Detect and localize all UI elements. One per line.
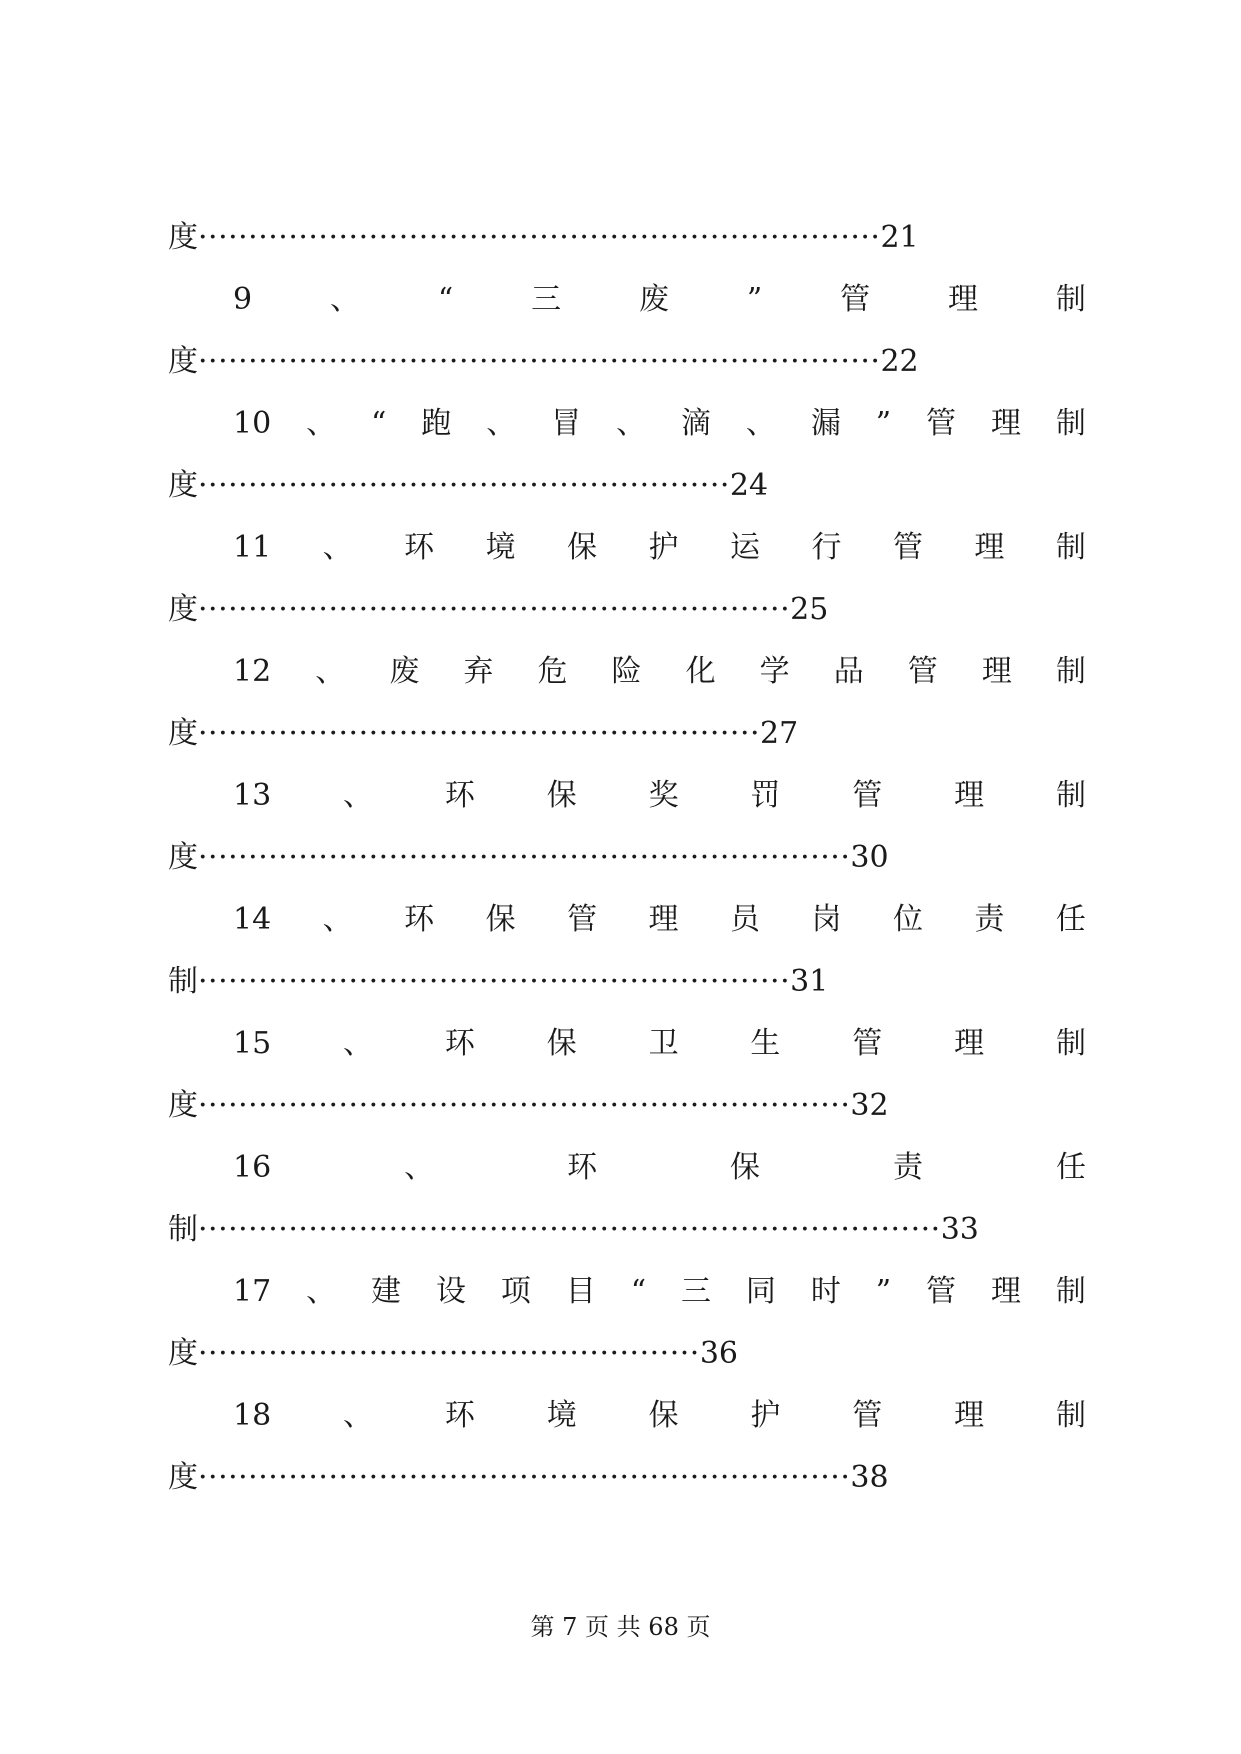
toc-heading-token: “: [437, 282, 454, 317]
toc-entry-leader[interactable]: [168, 1458, 889, 1498]
toc-heading-token: 岗: [811, 902, 842, 937]
toc-entry-heading: [233, 280, 1086, 320]
toc-heading-token: 理: [648, 902, 679, 937]
toc-heading-token: 环: [404, 530, 435, 565]
toc-heading-token: 保: [546, 1026, 577, 1061]
toc-heading-token: 员: [730, 902, 760, 937]
toc-entry-last-char: 度: [168, 344, 198, 379]
toc-entry-leader[interactable]: [168, 1086, 889, 1126]
toc-entry-last-char: 度: [168, 468, 198, 503]
toc-heading-token: 管: [926, 406, 957, 441]
toc-heading-token: 境: [546, 1398, 577, 1433]
toc-entry-leader[interactable]: [168, 1210, 979, 1250]
toc-heading-token: 危: [537, 654, 568, 689]
toc-heading-token: 10: [233, 406, 272, 441]
toc-heading-token: 、: [343, 778, 374, 813]
toc-entry-heading: [233, 1396, 1086, 1436]
toc-heading-token: 责: [974, 902, 1005, 937]
toc-entry-leader[interactable]: [168, 1334, 738, 1374]
toc-page-number: 22: [880, 344, 919, 379]
toc-entry-last-char: 度: [168, 1336, 198, 1371]
toc-heading-token: 9: [233, 282, 253, 317]
toc-heading-token: 环: [567, 1150, 598, 1185]
toc-heading-token: 三: [531, 282, 562, 317]
toc-entry-heading: [233, 1148, 1086, 1188]
toc-entry-heading: [233, 528, 1086, 568]
toc-heading-token: 、: [322, 530, 353, 565]
toc-heading-token: 、: [329, 282, 360, 317]
toc-entry-leader[interactable]: [168, 714, 798, 754]
toc-page-number: 25: [790, 592, 829, 627]
toc-heading-token: 制: [1055, 1026, 1086, 1061]
toc-heading-token: 制: [1055, 1398, 1086, 1433]
toc-heading-token: 理: [981, 654, 1012, 689]
toc-heading-token: 管: [926, 1274, 957, 1309]
toc-heading-token: 环: [444, 778, 475, 813]
toc-heading-token: 任: [1055, 902, 1086, 937]
toc-heading-token: 环: [404, 902, 435, 937]
toc-entry-last-char: 度: [168, 840, 198, 875]
toc-heading-token: ”: [875, 406, 892, 441]
toc-heading-token: 险: [611, 654, 642, 689]
toc-heading-token: 16: [233, 1150, 272, 1185]
toc-heading-token: 保: [485, 902, 516, 937]
toc-heading-token: 14: [233, 902, 272, 937]
toc-heading-token: 制: [1055, 530, 1086, 565]
toc-heading-token: 制: [1055, 778, 1086, 813]
toc-page-number: 36: [699, 1336, 738, 1371]
toc-heading-token: 保: [730, 1150, 761, 1185]
toc-heading-token: 责: [893, 1150, 923, 1185]
toc-heading-token: 、: [306, 1274, 337, 1309]
toc-page-number: 30: [850, 840, 889, 875]
toc-page-number: 32: [850, 1088, 889, 1123]
dot-leader: ··········································································: [198, 1212, 941, 1247]
toc-page-number: 21: [880, 220, 919, 255]
toc-heading-token: 运: [730, 530, 760, 565]
toc-heading-token: 管: [892, 530, 923, 565]
toc-heading-token: 理: [954, 1398, 985, 1433]
toc-heading-token: 12: [233, 654, 272, 689]
toc-heading-token: 理: [954, 1026, 985, 1061]
toc-heading-token: 理: [990, 1274, 1021, 1309]
toc-heading-token: 17: [233, 1274, 272, 1309]
toc-heading-token: 建: [371, 1274, 402, 1309]
toc-entry-leader[interactable]: [168, 466, 768, 506]
toc-heading-token: 行: [811, 530, 842, 565]
toc-heading-token: 漏: [810, 406, 841, 441]
toc-entry-heading: [233, 404, 1086, 444]
toc-entry-heading: [233, 1024, 1086, 1064]
dot-leader: ·································································: [198, 840, 851, 875]
toc-entry-heading: [233, 1272, 1086, 1312]
toc-heading-token: 理: [974, 530, 1005, 565]
toc-heading-token: 学: [759, 654, 790, 689]
toc-heading-token: 制: [1055, 282, 1086, 317]
toc-heading-token: 环: [444, 1398, 475, 1433]
toc-heading-token: 目: [565, 1274, 596, 1309]
toc-entry-last-char: 制: [168, 964, 198, 999]
toc-heading-token: 境: [485, 530, 516, 565]
toc-heading-token: “: [630, 1274, 647, 1309]
toc-heading-token: 、: [343, 1398, 374, 1433]
toc-heading-token: 管: [840, 282, 871, 317]
dot-leader: ···························································: [198, 964, 791, 999]
toc-heading-token: 管: [567, 902, 598, 937]
toc-page-number: 27: [760, 716, 799, 751]
toc-heading-token: 护: [648, 530, 679, 565]
toc-heading-token: 同: [745, 1274, 776, 1309]
dot-leader: ·································································: [198, 1460, 851, 1495]
toc-entry-heading: [233, 900, 1086, 940]
toc-heading-token: 时: [810, 1274, 841, 1309]
toc-entry-last-char: 度: [168, 1460, 198, 1495]
toc-heading-token: 11: [233, 530, 272, 565]
toc-heading-token: 制: [1055, 1274, 1086, 1309]
toc-heading-token: 管: [852, 1398, 883, 1433]
toc-heading-token: 三: [680, 1274, 711, 1309]
toc-heading-token: 废: [389, 654, 420, 689]
toc-heading-token: 制: [1055, 406, 1086, 441]
toc-heading-token: 管: [852, 778, 883, 813]
toc-heading-token: 管: [852, 1026, 883, 1061]
toc-entry-leader[interactable]: [168, 218, 919, 258]
toc-heading-token: 13: [233, 778, 272, 813]
toc-heading-token: 跑: [421, 406, 452, 441]
toc-heading-token: 、: [745, 406, 776, 441]
toc-heading-token: 保: [546, 778, 577, 813]
page-footer: 第 7 页 共 68 页: [530, 1613, 711, 1641]
toc-entry-leader[interactable]: [168, 342, 919, 382]
toc-heading-token: 位: [892, 902, 923, 937]
toc-page-number: 33: [940, 1212, 979, 1247]
toc-heading-token: 项: [500, 1274, 531, 1309]
toc-entry-last-char: 度: [168, 220, 198, 255]
toc-heading-token: 管: [907, 654, 938, 689]
toc-page-number: 31: [790, 964, 829, 999]
toc-heading-token: 18: [233, 1398, 272, 1433]
toc-entry-last-char: 度: [168, 1088, 198, 1123]
toc-heading-token: 理: [948, 282, 979, 317]
toc-heading-token: 保: [567, 530, 598, 565]
toc-heading-token: 设: [435, 1274, 466, 1309]
toc-entry-leader[interactable]: [168, 962, 828, 1002]
toc-heading-token: ”: [875, 1274, 892, 1309]
dot-leader: ····································································: [198, 220, 881, 255]
toc-heading-token: 环: [444, 1026, 475, 1061]
toc-heading-token: ”: [746, 282, 763, 317]
toc-heading-token: “: [371, 406, 387, 441]
dot-leader: ························································: [198, 716, 761, 751]
toc-entry-heading: [233, 652, 1086, 692]
toc-heading-token: 护: [750, 1398, 781, 1433]
toc-entry-last-char: 制: [168, 1212, 198, 1247]
toc-heading-token: 、: [306, 406, 337, 441]
toc-entry-last-char: 度: [168, 716, 198, 751]
toc-heading-token: 、: [616, 406, 647, 441]
toc-heading-token: 奖: [648, 778, 679, 813]
toc-heading-token: 罚: [750, 778, 781, 813]
toc-heading-token: 任: [1055, 1150, 1086, 1185]
toc-heading-token: 化: [685, 654, 716, 689]
toc-heading-token: 品: [833, 654, 864, 689]
toc-heading-token: 理: [990, 406, 1021, 441]
toc-heading-token: 、: [404, 1150, 435, 1185]
toc-heading-token: 、: [315, 654, 346, 689]
toc-heading-token: 卫: [648, 1026, 679, 1061]
toc-entry-heading: [233, 776, 1086, 816]
toc-heading-token: 废: [639, 282, 669, 317]
toc-heading-token: 滴: [680, 406, 711, 441]
toc-entry-leader[interactable]: [168, 590, 828, 630]
toc-heading-token: 、: [322, 902, 353, 937]
toc-heading-token: 生: [750, 1026, 781, 1061]
dot-leader: ···························································: [198, 592, 791, 627]
toc-heading-token: 冒: [551, 406, 582, 441]
toc-heading-token: 保: [648, 1398, 679, 1433]
toc-heading-token: 弃: [463, 654, 494, 689]
dot-leader: ··················································: [198, 1336, 700, 1371]
dot-leader: ·································································: [198, 1088, 851, 1123]
dot-leader: ·····················································: [198, 468, 730, 503]
toc-heading-token: 、: [343, 1026, 374, 1061]
toc-entry-leader[interactable]: [168, 838, 889, 878]
toc-page-number: 24: [729, 468, 769, 503]
toc-entry-last-char: 度: [168, 592, 198, 627]
toc-heading-token: 制: [1055, 654, 1086, 689]
toc-page-number: 38: [850, 1460, 889, 1495]
toc-heading-token: 理: [954, 778, 985, 813]
toc-heading-token: 15: [233, 1026, 272, 1061]
dot-leader: ····································································: [198, 344, 881, 379]
toc-heading-token: 、: [486, 406, 517, 441]
